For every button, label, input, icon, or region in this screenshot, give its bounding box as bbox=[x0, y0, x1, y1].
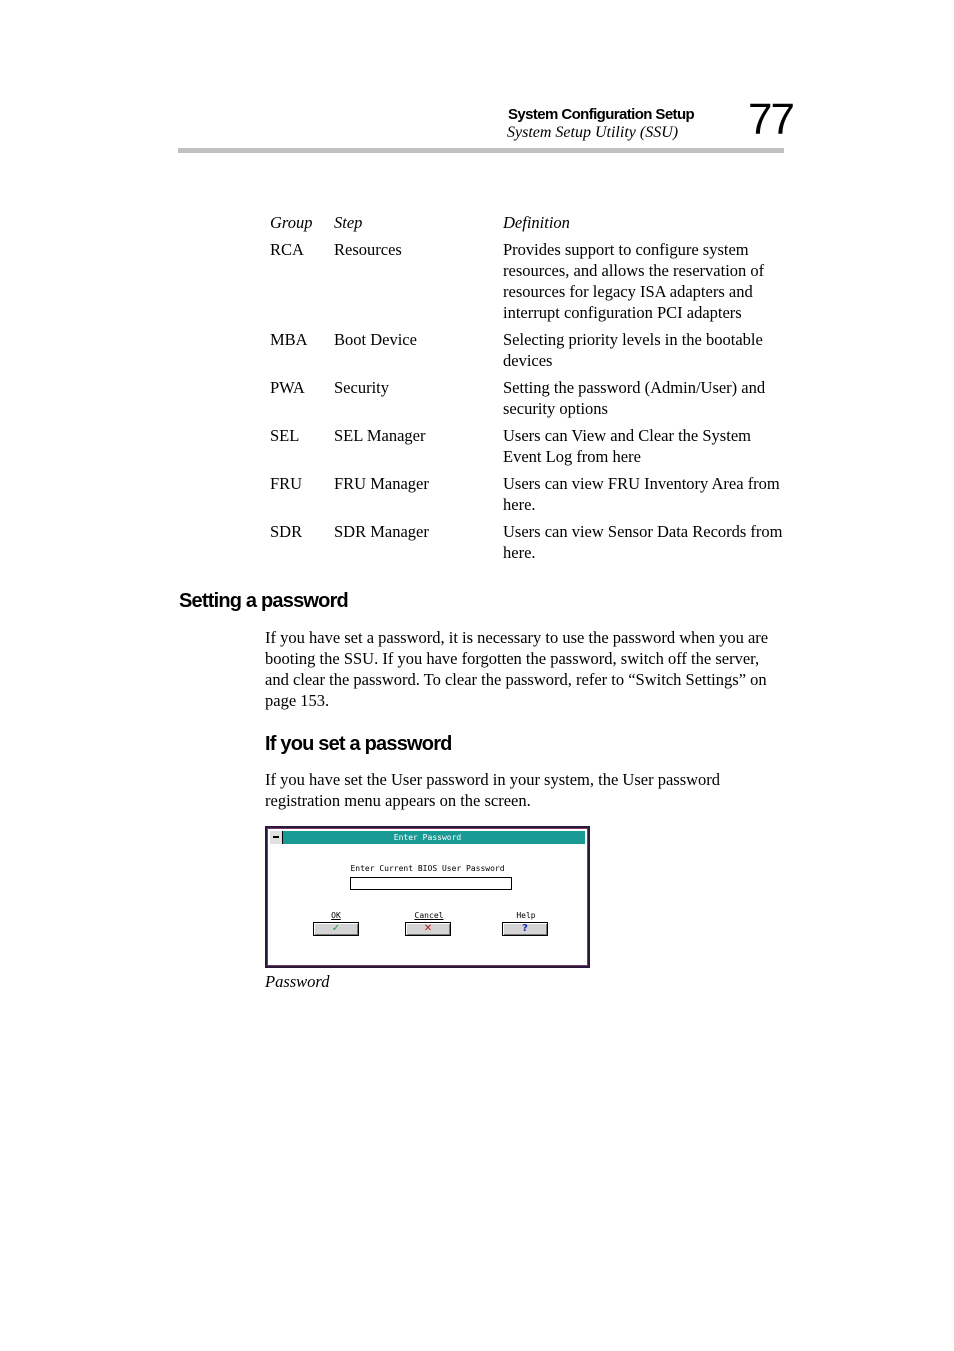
row-definition: Users can View and Clear the System Event Log from here bbox=[503, 426, 751, 466]
row-group: SEL bbox=[270, 426, 300, 445]
row-definition: Users can view FRU Inventory Area from here. bbox=[503, 474, 780, 514]
dialog-titlebar bbox=[270, 831, 585, 844]
running-header-subtitle: System Setup Utility (SSU) bbox=[507, 124, 679, 141]
system-menu-icon[interactable] bbox=[270, 831, 283, 844]
row-step: SDR Manager bbox=[334, 522, 429, 541]
section-body-setting-password: If you have set a password, it is necessary to use the password when you are booting the SSU. If you have forgotten the password, switch off the server, and clear the password. To clear the password, refer to “Switch Settings” on page 153. bbox=[265, 628, 769, 710]
row-step: Boot Device bbox=[334, 330, 417, 349]
page-number: 77 bbox=[748, 95, 793, 144]
column-header-step: Step bbox=[334, 213, 363, 232]
row-group: PWA bbox=[270, 378, 305, 397]
running-header-title: System Configuration Setup bbox=[508, 106, 695, 123]
row-definition: Users can view Sensor Data Records from here. bbox=[503, 522, 783, 562]
dialog-title: Enter Password bbox=[393, 833, 462, 842]
ok-button[interactable] bbox=[313, 922, 359, 936]
cancel-button-label: Cancel bbox=[414, 911, 444, 920]
column-header-definition: Definition bbox=[503, 213, 570, 232]
row-group: MBA bbox=[270, 330, 308, 349]
close-icon: ✕ bbox=[423, 923, 433, 934]
row-step: Security bbox=[334, 378, 389, 397]
figure-caption: Password bbox=[265, 972, 330, 991]
header-rule bbox=[178, 148, 784, 153]
cancel-button[interactable] bbox=[405, 922, 451, 936]
row-step: FRU Manager bbox=[334, 474, 429, 493]
row-definition: Setting the password (Admin/User) and security options bbox=[503, 378, 766, 418]
enter-password-dialog bbox=[265, 826, 590, 968]
row-group: RCA bbox=[270, 240, 304, 259]
row-definition: Selecting priority levels in the bootable devices bbox=[503, 330, 763, 370]
section-heading-setting-password: Setting a password bbox=[179, 590, 348, 612]
ok-button-label: OK bbox=[331, 911, 341, 920]
password-prompt-label: Enter Current BIOS User Password bbox=[350, 864, 505, 873]
row-definition: Provides support to configure system resources, and allows the reservation of resources for legacy ISA adapters and interrupt configuration PCI adapters bbox=[503, 240, 765, 322]
dialog-frame bbox=[267, 828, 588, 966]
column-header-group: Group bbox=[270, 213, 313, 232]
help-button-label: Help bbox=[516, 911, 536, 920]
question-mark-icon: ? bbox=[522, 923, 528, 934]
row-group: SDR bbox=[270, 522, 303, 541]
row-step: Resources bbox=[334, 240, 402, 259]
section-body-if-you-set: If you have set the User password in your system, the User password registration menu appears on the screen. bbox=[265, 770, 721, 810]
checkmark-icon: ✓ bbox=[331, 923, 341, 934]
row-group: FRU bbox=[270, 474, 303, 493]
row-step: SEL Manager bbox=[334, 426, 426, 445]
section-heading-if-you-set: If you set a password bbox=[265, 733, 452, 755]
password-input[interactable] bbox=[350, 877, 512, 890]
help-button[interactable] bbox=[502, 922, 548, 936]
